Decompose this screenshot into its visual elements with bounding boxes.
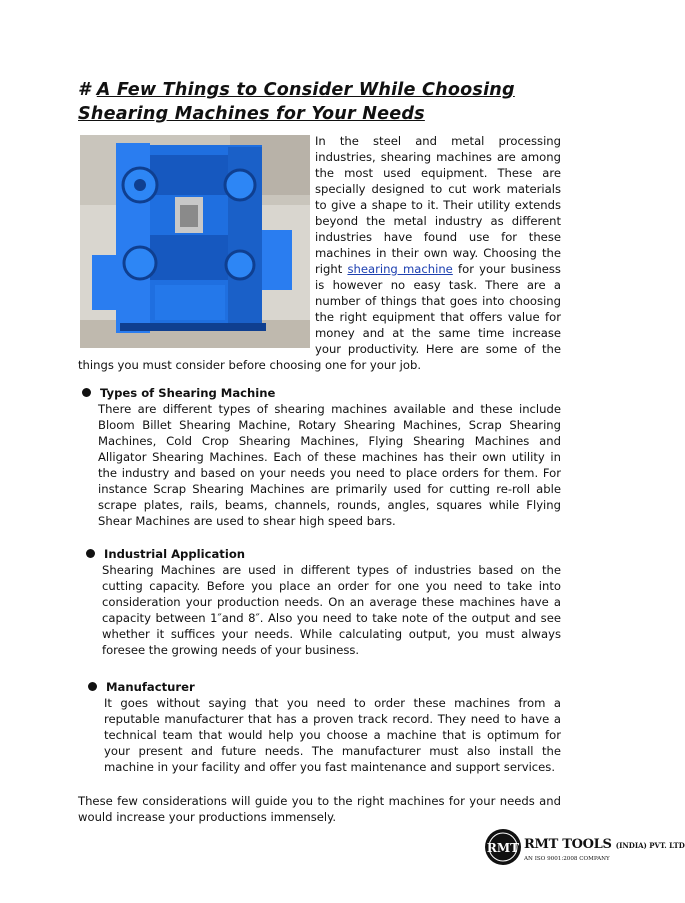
section-manufacturer xyxy=(88,679,561,775)
title-prefix: # xyxy=(78,80,97,100)
shearing-machine-photo xyxy=(80,135,310,348)
section-heading xyxy=(86,546,561,562)
intro-text-before-link: In the steel and metal processing industries, shearing machines are among the most used equipment. These are specially designed to cut work materials to give a shape to it. Their utility extends beyond the metal industry as different industries have found use for these machines in their own way. Choosing the right xyxy=(315,134,561,276)
logo-name-suffix: (INDIA) PVT. LTD xyxy=(615,841,685,850)
section-heading xyxy=(88,679,561,695)
title-text: A Few Things to Consider While Choosing Shearing Machines for Your Needs xyxy=(78,80,515,124)
section-body: There are different types of shearing machines available and these include Bloom Billet Shearing Machine, Rotary Shearing Machines, Scrap Shearing Machines, Cold Crop Shearing Machines, Flying Shearing Machines and Alligator Shearing Machines. Each of these machines has their own utility in the industry and based on your needs you need to place orders for them. For instance Scrap Shearing Machines are primarily used for cutting re-roll able scrape plates, rails, beams, channels, rounds, angles, squares while Flying Shear Machines are used to shear high speed bars. xyxy=(98,402,561,528)
shearing-machine-link[interactable]: shearing machine xyxy=(347,262,453,276)
bullet-icon xyxy=(88,682,97,691)
svg-text:RMT: RMT xyxy=(486,841,520,855)
section-body: It goes without saying that you need to order these machines from a reputable manufacturer that has a proven track record. They need to have a technical team that would help you choose a machine that is optimum for your present and future needs. The manufacturer must also install the machine in your facility and offer you fast maintenance and support services. xyxy=(104,696,561,774)
document-title xyxy=(78,78,564,126)
bullet-icon xyxy=(86,549,95,558)
section-industrial-application xyxy=(86,546,561,658)
company-logo xyxy=(484,825,685,871)
logo-name xyxy=(524,837,685,852)
intro-section xyxy=(78,133,561,373)
bullet-icon xyxy=(82,388,91,397)
section-heading xyxy=(82,385,561,401)
rmt-logo-icon xyxy=(484,828,522,866)
section-body: Shearing Machines are used in different types of industries based on the cutting capacity. Before you place an order for one you need to take into consideration your production needs. On an average these machines have a capacity between 1″and 8″. Also you need to take note of the output and see whether it suffices your needs. While calculating output, you must always foresee the growing needs of your business. xyxy=(102,563,561,657)
section-types xyxy=(82,385,561,529)
machine-illustration xyxy=(80,135,310,348)
section-heading-text: Industrial Application xyxy=(104,547,246,561)
intro-text-after-link: for your business is however no easy task. There are a number of things that goes into choosing the right equipment that offers value for money and at the same time increase your productivity. Here are some of the things you must consider before choosing one for your job. xyxy=(78,262,561,372)
closing-paragraph: These few considerations will guide you to the right machines for your needs and would increase your productions immensely. xyxy=(78,794,561,824)
logo-tagline: AN ISO 9001:2008 COMPANY xyxy=(524,856,610,862)
section-heading-text: Types of Shearing Machine xyxy=(100,386,276,400)
logo-name-text: RMT TOOLS xyxy=(524,837,612,852)
section-heading-text: Manufacturer xyxy=(106,680,195,694)
